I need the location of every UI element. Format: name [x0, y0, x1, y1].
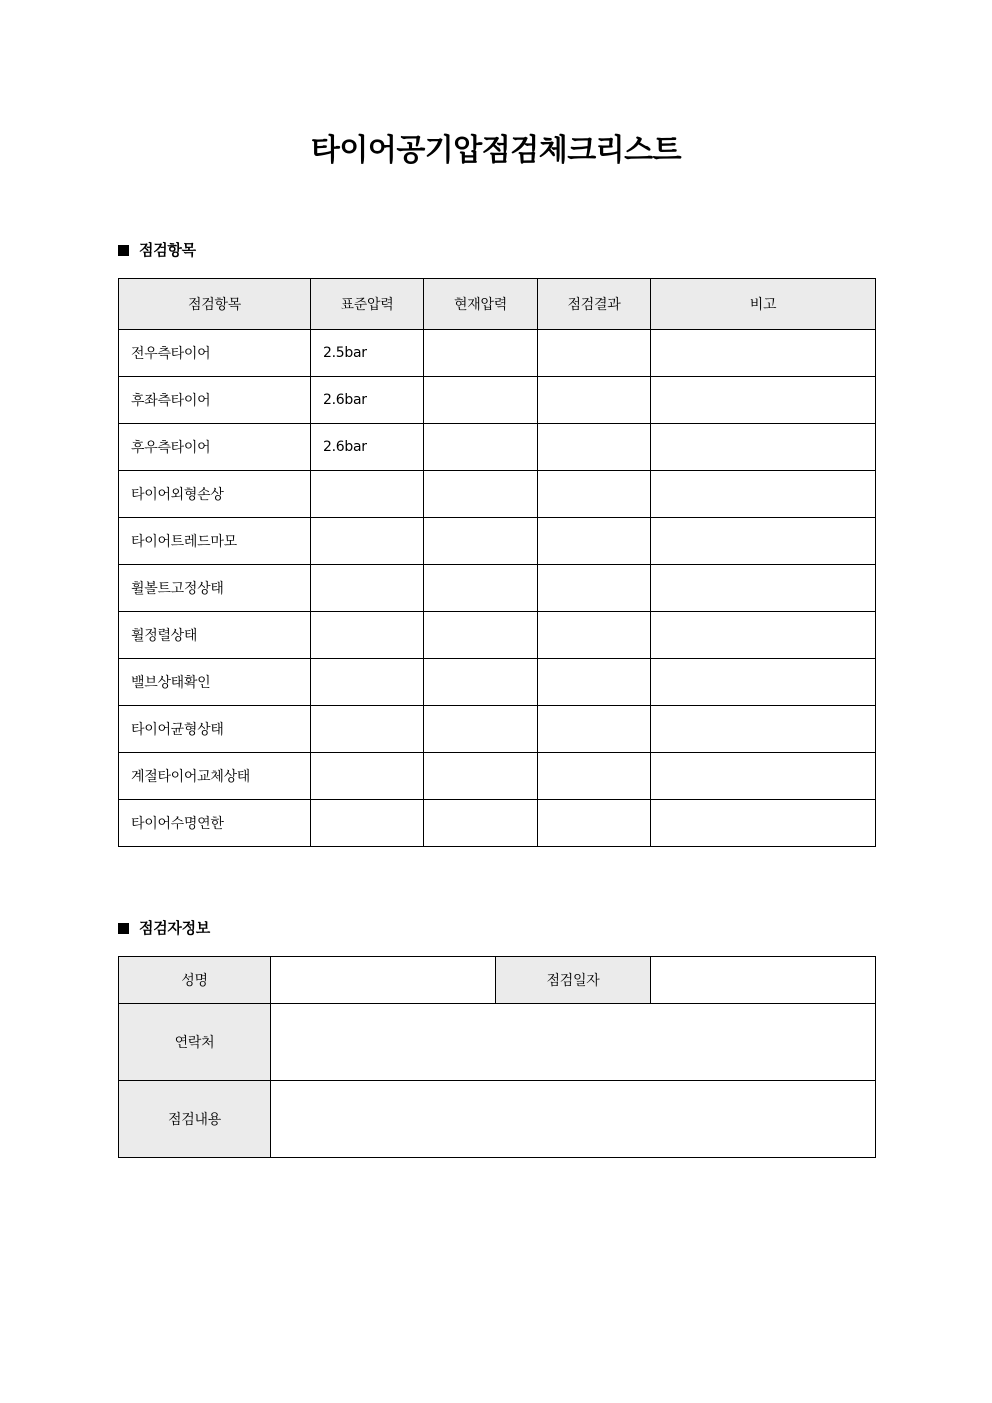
- cell-remark[interactable]: [651, 424, 876, 471]
- table-row: [119, 1004, 876, 1081]
- field-inspection-date[interactable]: [651, 957, 876, 1004]
- section-heading-inspection-items: [0, 241, 992, 259]
- cell-item: 휠정렬상태: [119, 612, 311, 659]
- table-row: [119, 471, 876, 518]
- cell-item: 계절타이어교체상태: [119, 753, 311, 800]
- table-body: [119, 330, 876, 847]
- column-header-standard-pressure: 표준압력: [311, 279, 424, 330]
- cell-standard-pressure: 2.6bar: [311, 377, 424, 424]
- field-contact[interactable]: [271, 1004, 876, 1081]
- cell-current-pressure[interactable]: [424, 518, 538, 565]
- label-inspection-date: 점검일자: [496, 957, 651, 1004]
- cell-standard-pressure[interactable]: [311, 612, 424, 659]
- cell-remark[interactable]: [651, 377, 876, 424]
- cell-current-pressure[interactable]: [424, 424, 538, 471]
- table-row: [119, 612, 876, 659]
- cell-remark[interactable]: [651, 706, 876, 753]
- section-heading-inspector-info: [0, 919, 992, 937]
- table-row: [119, 1081, 876, 1158]
- cell-result[interactable]: [538, 377, 651, 424]
- cell-current-pressure[interactable]: [424, 377, 538, 424]
- cell-item: 타이어트레드마모: [119, 518, 311, 565]
- section-heading-label: 점검항목: [139, 241, 196, 259]
- cell-item: 타이어균형상태: [119, 706, 311, 753]
- filled-square-icon: [118, 923, 129, 934]
- field-name[interactable]: [271, 957, 496, 1004]
- cell-remark[interactable]: [651, 330, 876, 377]
- table-row: [119, 753, 876, 800]
- cell-item: 후좌측타이어: [119, 377, 311, 424]
- cell-current-pressure[interactable]: [424, 800, 538, 847]
- checklist-table-wrapper: [0, 278, 992, 847]
- cell-current-pressure[interactable]: [424, 706, 538, 753]
- label-name: 성명: [119, 957, 271, 1004]
- cell-standard-pressure: 2.6bar: [311, 424, 424, 471]
- table-row: [119, 377, 876, 424]
- cell-current-pressure[interactable]: [424, 330, 538, 377]
- cell-remark[interactable]: [651, 612, 876, 659]
- cell-standard-pressure[interactable]: [311, 471, 424, 518]
- cell-current-pressure[interactable]: [424, 659, 538, 706]
- cell-current-pressure[interactable]: [424, 565, 538, 612]
- table-row: [119, 659, 876, 706]
- table-row: [119, 706, 876, 753]
- cell-result[interactable]: [538, 518, 651, 565]
- inspection-items-table: [118, 278, 876, 847]
- column-header-current-pressure: 현재압력: [424, 279, 538, 330]
- cell-standard-pressure[interactable]: [311, 659, 424, 706]
- table-header: [119, 279, 876, 330]
- cell-standard-pressure[interactable]: [311, 753, 424, 800]
- cell-item: 밸브상태확인: [119, 659, 311, 706]
- table-row: [119, 565, 876, 612]
- table-header-row: [119, 279, 876, 330]
- cell-result[interactable]: [538, 800, 651, 847]
- cell-standard-pressure[interactable]: [311, 706, 424, 753]
- column-header-remark: 비고: [651, 279, 876, 330]
- filled-square-icon: [118, 245, 129, 256]
- inspector-info-table: [118, 956, 876, 1158]
- cell-result[interactable]: [538, 706, 651, 753]
- cell-result[interactable]: [538, 330, 651, 377]
- table-row: [119, 957, 876, 1004]
- cell-result[interactable]: [538, 424, 651, 471]
- field-inspection-content[interactable]: [271, 1081, 876, 1158]
- cell-remark[interactable]: [651, 659, 876, 706]
- table-row: [119, 424, 876, 471]
- cell-item: 전우측타이어: [119, 330, 311, 377]
- table-row: [119, 800, 876, 847]
- label-inspection-content: 점검내용: [119, 1081, 271, 1158]
- cell-remark[interactable]: [651, 753, 876, 800]
- table-row: [119, 330, 876, 377]
- column-header-item: 점검항목: [119, 279, 311, 330]
- cell-result[interactable]: [538, 612, 651, 659]
- cell-result[interactable]: [538, 471, 651, 518]
- table-body: [119, 957, 876, 1158]
- column-header-result: 점검결과: [538, 279, 651, 330]
- cell-result[interactable]: [538, 659, 651, 706]
- cell-result[interactable]: [538, 753, 651, 800]
- cell-standard-pressure[interactable]: [311, 518, 424, 565]
- page-title: 타이어공기압점검체크리스트: [310, 133, 682, 168]
- cell-current-pressure[interactable]: [424, 471, 538, 518]
- cell-current-pressure[interactable]: [424, 612, 538, 659]
- cell-standard-pressure[interactable]: [311, 800, 424, 847]
- cell-remark[interactable]: [651, 471, 876, 518]
- cell-current-pressure[interactable]: [424, 753, 538, 800]
- cell-item: 타이어수명연한: [119, 800, 311, 847]
- inspector-table-wrapper: [0, 956, 992, 1158]
- cell-standard-pressure: 2.5bar: [311, 330, 424, 377]
- cell-remark[interactable]: [651, 518, 876, 565]
- cell-item: 타이어외형손상: [119, 471, 311, 518]
- section-heading-label: 점검자정보: [139, 919, 210, 937]
- cell-item: 후우측타이어: [119, 424, 311, 471]
- label-contact: 연락처: [119, 1004, 271, 1081]
- cell-remark[interactable]: [651, 565, 876, 612]
- table-row: [119, 518, 876, 565]
- cell-item: 휠볼트고정상태: [119, 565, 311, 612]
- cell-result[interactable]: [538, 565, 651, 612]
- cell-remark[interactable]: [651, 800, 876, 847]
- cell-standard-pressure[interactable]: [311, 565, 424, 612]
